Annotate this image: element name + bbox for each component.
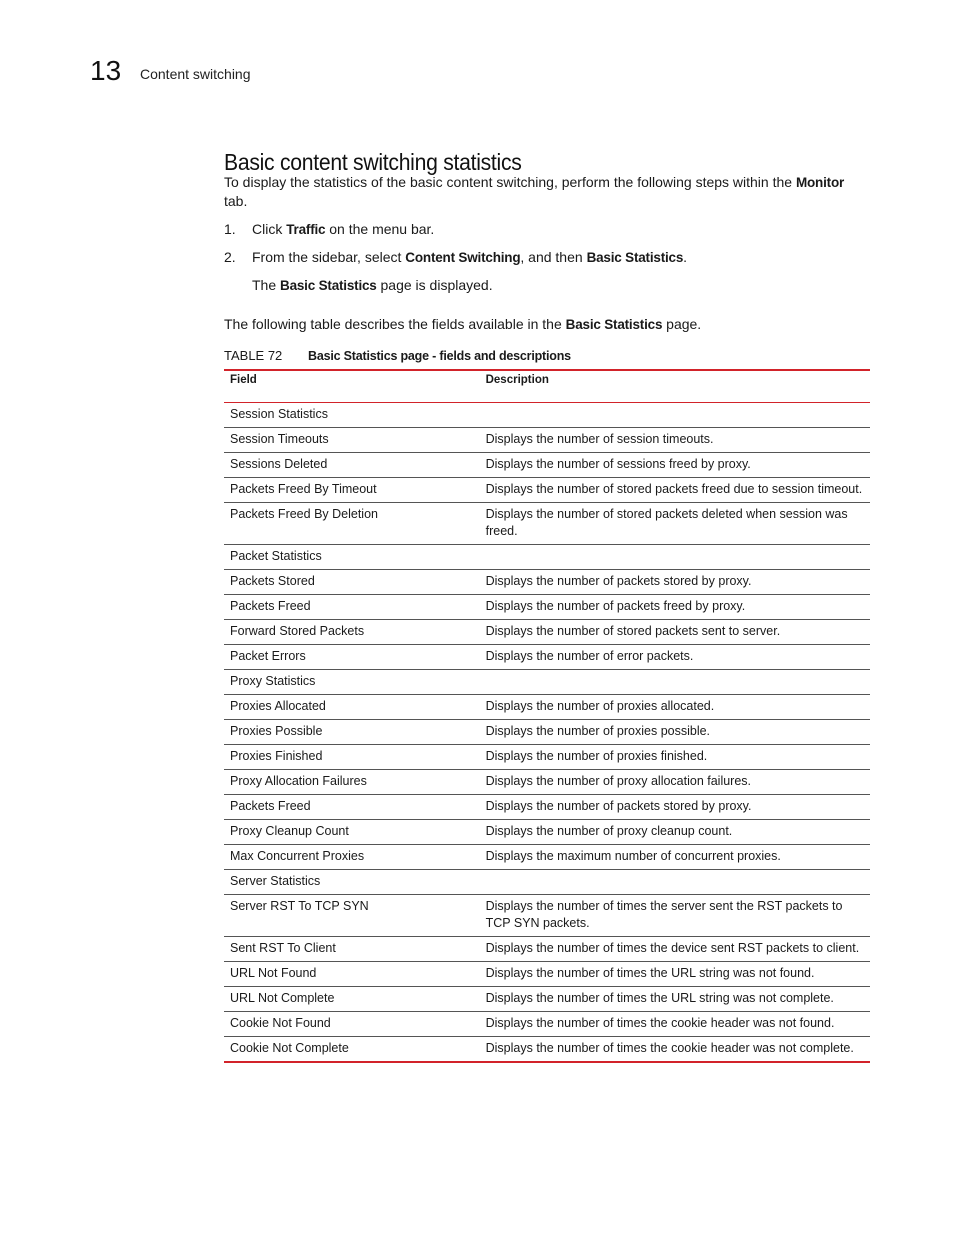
section-title: Basic content switching statistics bbox=[224, 149, 522, 176]
table-row bbox=[224, 545, 870, 570]
table-row bbox=[224, 987, 870, 1012]
step-number: 1. bbox=[224, 221, 236, 237]
table-row bbox=[224, 1037, 870, 1063]
description-cell bbox=[480, 670, 870, 695]
description-cell: Displays the number of times the server sent the RST packets to TCP SYN packets. bbox=[480, 895, 870, 937]
table-row bbox=[224, 428, 870, 453]
description-cell: Displays the number of proxy allocation failures. bbox=[480, 770, 870, 795]
field-cell: Packets Freed By Timeout bbox=[224, 478, 480, 503]
description-cell: Displays the number of packets stored by proxy. bbox=[480, 570, 870, 595]
step-text: Click bbox=[252, 221, 287, 237]
table-row bbox=[224, 795, 870, 820]
field-cell: Proxies Finished bbox=[224, 745, 480, 770]
column-header-description: Description bbox=[480, 370, 870, 403]
field-cell: Proxy Allocation Failures bbox=[224, 770, 480, 795]
table-label: TABLE 72 bbox=[224, 348, 283, 363]
description-cell: Displays the number of session timeouts. bbox=[480, 428, 870, 453]
table-intro bbox=[224, 315, 701, 334]
step-number: 2. bbox=[224, 249, 236, 265]
table-row bbox=[224, 937, 870, 962]
field-cell: Packet Errors bbox=[224, 645, 480, 670]
step-1 bbox=[224, 220, 434, 239]
table-row bbox=[224, 845, 870, 870]
chapter-title: Content switching bbox=[140, 66, 251, 82]
field-cell: URL Not Complete bbox=[224, 987, 480, 1012]
result-text: page is displayed. bbox=[376, 277, 493, 293]
description-cell: Displays the number of proxies possible. bbox=[480, 720, 870, 745]
description-cell: Displays the number of sessions freed by proxy. bbox=[480, 453, 870, 478]
table-row bbox=[224, 1012, 870, 1037]
description-cell: Displays the number of stored packets sent to server. bbox=[480, 620, 870, 645]
field-cell: Proxy Statistics bbox=[224, 670, 480, 695]
caption-rest: page - fields and descriptions bbox=[397, 349, 571, 363]
table-row bbox=[224, 720, 870, 745]
description-cell: Displays the number of times the cookie header was not found. bbox=[480, 1012, 870, 1037]
field-cell: Max Concurrent Proxies bbox=[224, 845, 480, 870]
table-header-row bbox=[224, 370, 870, 403]
table-body bbox=[224, 403, 870, 1063]
field-cell: Cookie Not Found bbox=[224, 1012, 480, 1037]
description-cell: Displays the number of error packets. bbox=[480, 645, 870, 670]
table-row bbox=[224, 895, 870, 937]
field-cell: Server RST To TCP SYN bbox=[224, 895, 480, 937]
table-row bbox=[224, 820, 870, 845]
table-row bbox=[224, 503, 870, 545]
step-text: , and then bbox=[520, 249, 587, 265]
field-cell: Packet Statistics bbox=[224, 545, 480, 570]
description-cell: Displays the number of packets freed by proxy. bbox=[480, 595, 870, 620]
field-cell: Packets Freed By Deletion bbox=[224, 503, 480, 545]
table-row bbox=[224, 595, 870, 620]
table-row bbox=[224, 670, 870, 695]
field-cell: Sent RST To Client bbox=[224, 937, 480, 962]
step-result bbox=[252, 276, 493, 295]
field-cell: Forward Stored Packets bbox=[224, 620, 480, 645]
table-row bbox=[224, 962, 870, 987]
step-term: Basic Statistics bbox=[586, 250, 684, 265]
step-text: From the sidebar, select bbox=[252, 249, 406, 265]
step-term: Content Switching bbox=[405, 250, 521, 265]
caption-term: Basic Statistics bbox=[308, 349, 398, 363]
step-2 bbox=[224, 248, 687, 267]
intro-paragraph bbox=[224, 173, 864, 211]
field-cell: Server Statistics bbox=[224, 870, 480, 895]
table-row bbox=[224, 620, 870, 645]
table-row bbox=[224, 695, 870, 720]
field-cell: URL Not Found bbox=[224, 962, 480, 987]
table-row bbox=[224, 478, 870, 503]
step-text: . bbox=[683, 249, 688, 265]
fields-table bbox=[224, 369, 870, 1063]
table-caption bbox=[224, 346, 571, 366]
table-row bbox=[224, 870, 870, 895]
field-cell: Cookie Not Complete bbox=[224, 1037, 480, 1063]
step-term: Traffic bbox=[286, 222, 326, 237]
description-cell: Displays the maximum number of concurrent proxies. bbox=[480, 845, 870, 870]
result-text: The bbox=[252, 277, 281, 293]
description-cell: Displays the number of proxies allocated. bbox=[480, 695, 870, 720]
table-row bbox=[224, 745, 870, 770]
description-cell: Displays the number of times the URL string was not found. bbox=[480, 962, 870, 987]
intro-text-before: To display the statistics of the basic content switching, perform the following steps within the bbox=[224, 174, 796, 190]
step-text: on the menu bar. bbox=[325, 221, 435, 237]
field-cell: Session Statistics bbox=[224, 403, 480, 428]
description-cell: Displays the number of times the URL string was not complete. bbox=[480, 987, 870, 1012]
field-cell: Packets Freed bbox=[224, 595, 480, 620]
field-cell: Packets Stored bbox=[224, 570, 480, 595]
table-intro-term: Basic Statistics bbox=[565, 317, 663, 332]
intro-monitor-term: Monitor bbox=[795, 175, 845, 190]
field-cell: Session Timeouts bbox=[224, 428, 480, 453]
description-cell: Displays the number of stored packets deleted when session was freed. bbox=[480, 503, 870, 545]
table-row bbox=[224, 403, 870, 428]
field-cell: Sessions Deleted bbox=[224, 453, 480, 478]
description-cell: Displays the number of packets stored by proxy. bbox=[480, 795, 870, 820]
chapter-number: 13 bbox=[90, 55, 122, 86]
table-row bbox=[224, 645, 870, 670]
description-cell bbox=[480, 545, 870, 570]
table-intro-text: The following table describes the fields available in the bbox=[224, 316, 566, 332]
description-cell: Displays the number of times the device sent RST packets to client. bbox=[480, 937, 870, 962]
field-cell: Packets Freed bbox=[224, 795, 480, 820]
table-caption-text bbox=[308, 349, 571, 363]
field-cell: Proxy Cleanup Count bbox=[224, 820, 480, 845]
result-term: Basic Statistics bbox=[280, 278, 377, 293]
table-row bbox=[224, 570, 870, 595]
field-cell: Proxies Possible bbox=[224, 720, 480, 745]
description-cell bbox=[480, 870, 870, 895]
intro-text-after: tab. bbox=[224, 193, 248, 209]
table-row bbox=[224, 453, 870, 478]
description-cell: Displays the number of stored packets freed due to session timeout. bbox=[480, 478, 870, 503]
table-intro-text: page. bbox=[662, 316, 702, 332]
table-row bbox=[224, 770, 870, 795]
column-header-field: Field bbox=[224, 370, 480, 403]
field-cell: Proxies Allocated bbox=[224, 695, 480, 720]
description-cell: Displays the number of proxy cleanup count. bbox=[480, 820, 870, 845]
description-cell bbox=[480, 403, 870, 428]
description-cell: Displays the number of times the cookie header was not complete. bbox=[480, 1037, 870, 1063]
description-cell: Displays the number of proxies finished. bbox=[480, 745, 870, 770]
